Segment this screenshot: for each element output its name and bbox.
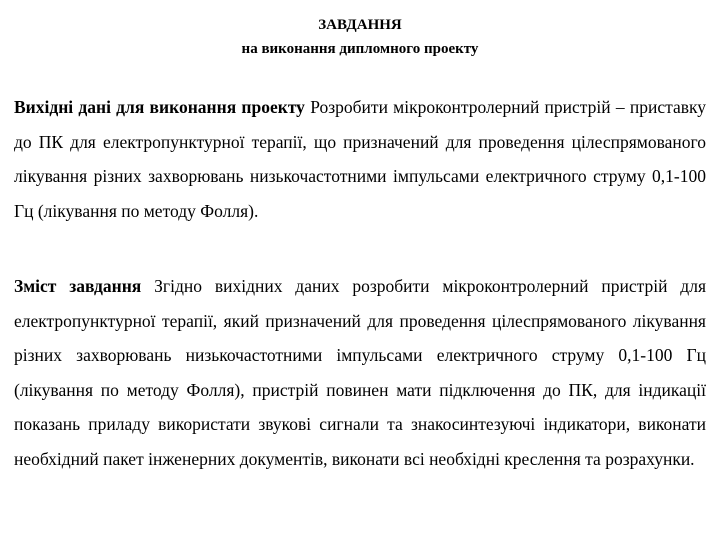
document-title: ЗАВДАННЯ bbox=[318, 17, 402, 33]
section-heading-task-content: Зміст завдання bbox=[14, 276, 142, 296]
section-text-source-data: Розробити мікроконтролерний пристрій – приставку до ПК для електропунктурної терапії, що призначений для проведення цілеспрямованого лікування різних захворювань низькочастотними імпульсами електричного струму 0,1-100 Гц (лікування по методу Фолля). bbox=[14, 97, 706, 221]
section-task-content bbox=[14, 269, 706, 476]
document-subtitle: на виконання дипломного проекту bbox=[241, 41, 479, 57]
section-heading-source-data: Вихідні дані для виконання проекту bbox=[14, 97, 305, 117]
section-text-task-content: Згідно вихідних даних розробити мікроконтролерний пристрій для електропунктурної терапії, який призначений для проведення цілеспрямованого лікування різних захворювань низькочастотними імпульсами електричного струму 0,1-100 Гц (лікування по методу Фолля), пристрій повинен мати підключення до ПК, для індикації показань приладу використати звукові сигнали та знакосинтезуючі індикатори, виконати необхідний пакет інженерних документів, виконати всі необхідні креслення та розрахунки. bbox=[14, 276, 706, 469]
section-source-data bbox=[14, 90, 706, 228]
